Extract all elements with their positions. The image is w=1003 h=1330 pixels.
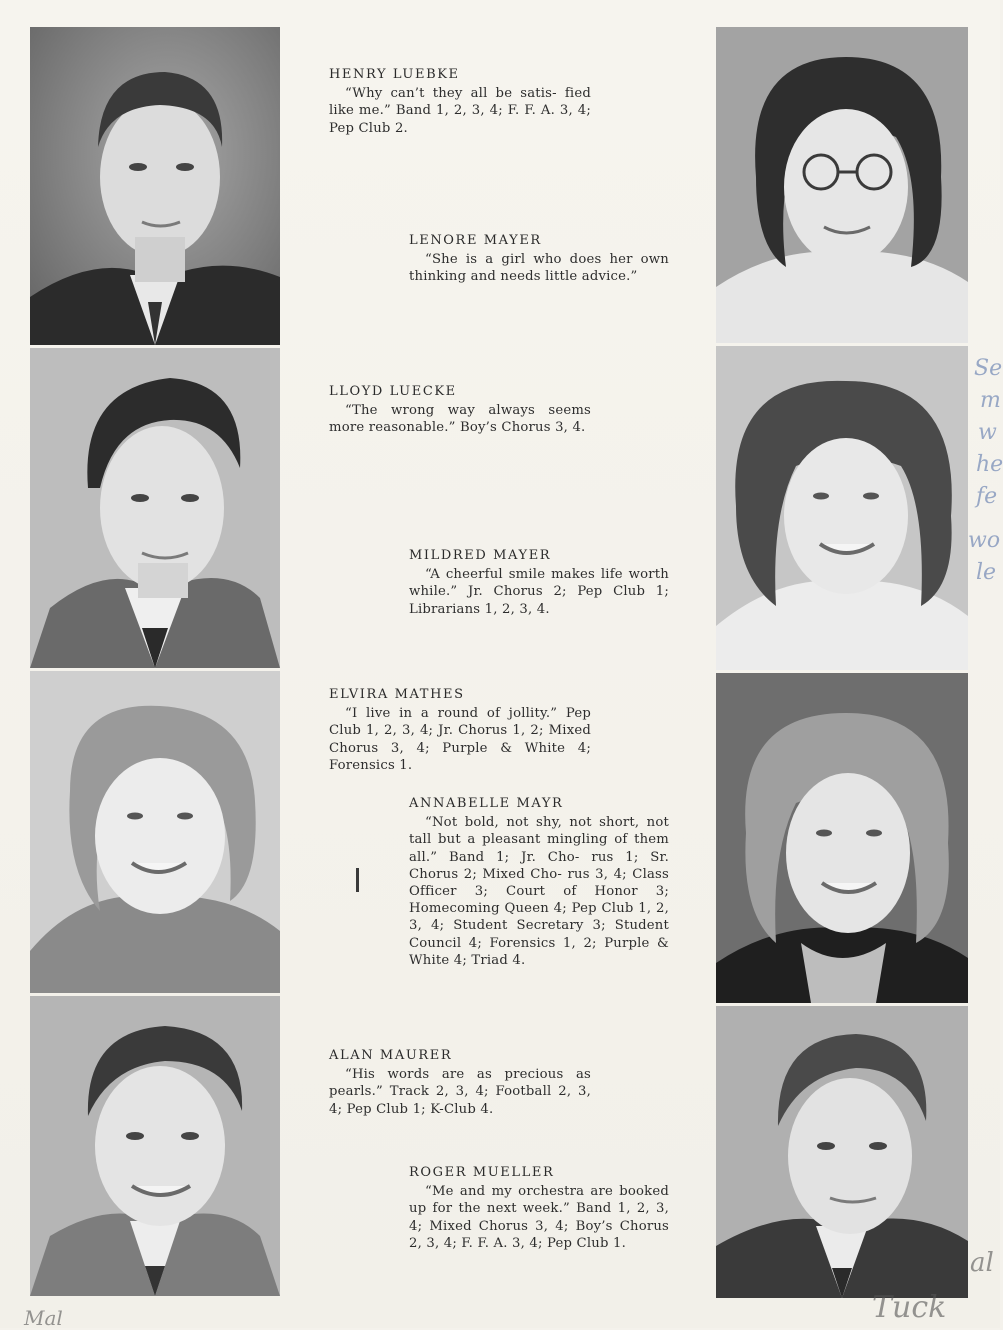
entry-lenore-mayer — [409, 232, 669, 286]
entry-roger-mueller — [409, 1164, 669, 1252]
student-name: MILDRED MAYER — [409, 548, 552, 563]
photo-lloyd-luecke — [30, 348, 280, 668]
student-description: “A cheerful smile makes life worth while.” Jr. Chorus 2; Pep Club 1; Librarians 1, 2, 3, 4. — [409, 567, 669, 617]
student-name: ROGER MUELLER — [409, 1165, 555, 1180]
entry-henry-luebke — [329, 66, 591, 137]
student-description: “She is a girl who does her own thinking and needs little advice.” — [409, 252, 669, 285]
handwriting-line: le — [976, 560, 997, 585]
handwriting-line: w — [978, 420, 997, 445]
student-name: HENRY LUEBKE — [329, 67, 460, 82]
photo-annabelle-mayr — [716, 673, 968, 1003]
handwriting-signature: Tuck — [872, 1290, 947, 1325]
student-name: ELVIRA MATHES — [329, 687, 465, 702]
student-name: ALAN MAURER — [329, 1048, 453, 1063]
photo-henry-luebke — [30, 27, 280, 345]
student-name: LLOYD LUECKE — [329, 384, 457, 399]
handwriting-line: wo — [968, 528, 1001, 553]
student-description: “The wrong way always seems more reasonable.” Boy’s Chorus 3, 4. — [329, 403, 591, 436]
handwriting-line: Se — [974, 356, 1003, 381]
photo-lenore-mayer — [716, 27, 968, 343]
photo-elvira-mathes — [30, 671, 280, 993]
entry-lloyd-luecke — [329, 383, 591, 437]
handwriting-signature: Mal — [24, 1306, 63, 1330]
student-name: LENORE MAYER — [409, 233, 542, 248]
entry-alan-maurer — [329, 1047, 591, 1118]
entry-annabelle-mayr — [409, 795, 669, 969]
student-description: “Not bold, not shy, not short, not tall but a pleasant mingling of them all.” Band 1; Jr. Cho- rus 1; Sr. Chorus 2; Mixed Cho- rus 3, 4; Class Officer 3; Court of Honor 3; Homecoming Queen 4; Pep Club 1, 2, 3, 4; Student Secretary 3; Student Council 4; Forensics 1, 2; Purple & White 4; Triad 4. — [409, 815, 669, 968]
student-description: “Why can’t they all be satis- fied like me.” Band 1, 2, 3, 4; F. F. A. 3, 4; Pep Club 2. — [329, 86, 591, 136]
handwriting-signature: al — [970, 1248, 994, 1278]
student-description: “His words are as precious as pearls.” Track 2, 3, 4; Football 2, 3, 4; Pep Club 1; K-Club 4. — [329, 1067, 591, 1117]
student-description: “Me and my orchestra are booked up for the next week.” Band 1, 2, 3, 4; Mixed Chorus 3, 4; Boy’s Chorus 2, 3, 4; F. F. A. 3, 4; Pep Club 1. — [409, 1184, 669, 1251]
photo-mildred-mayer — [716, 346, 968, 670]
student-description: “I live in a round of jollity.” Pep Club 1, 2, 3, 4; Jr. Chorus 1, 2; Mixed Chorus 3, 4; Purple & White 4; Forensics 1. — [329, 706, 591, 773]
entry-elvira-mathes — [329, 686, 591, 774]
photo-roger-mueller — [716, 1006, 968, 1298]
handwriting-line: he — [976, 452, 1003, 477]
photo-alan-maurer — [30, 996, 280, 1296]
handwriting-line: fe — [976, 484, 998, 509]
pencil-mark — [356, 868, 359, 892]
entry-mildred-mayer — [409, 547, 669, 618]
handwriting-line: m — [980, 388, 1001, 413]
student-name: ANNABELLE MAYR — [409, 796, 564, 811]
